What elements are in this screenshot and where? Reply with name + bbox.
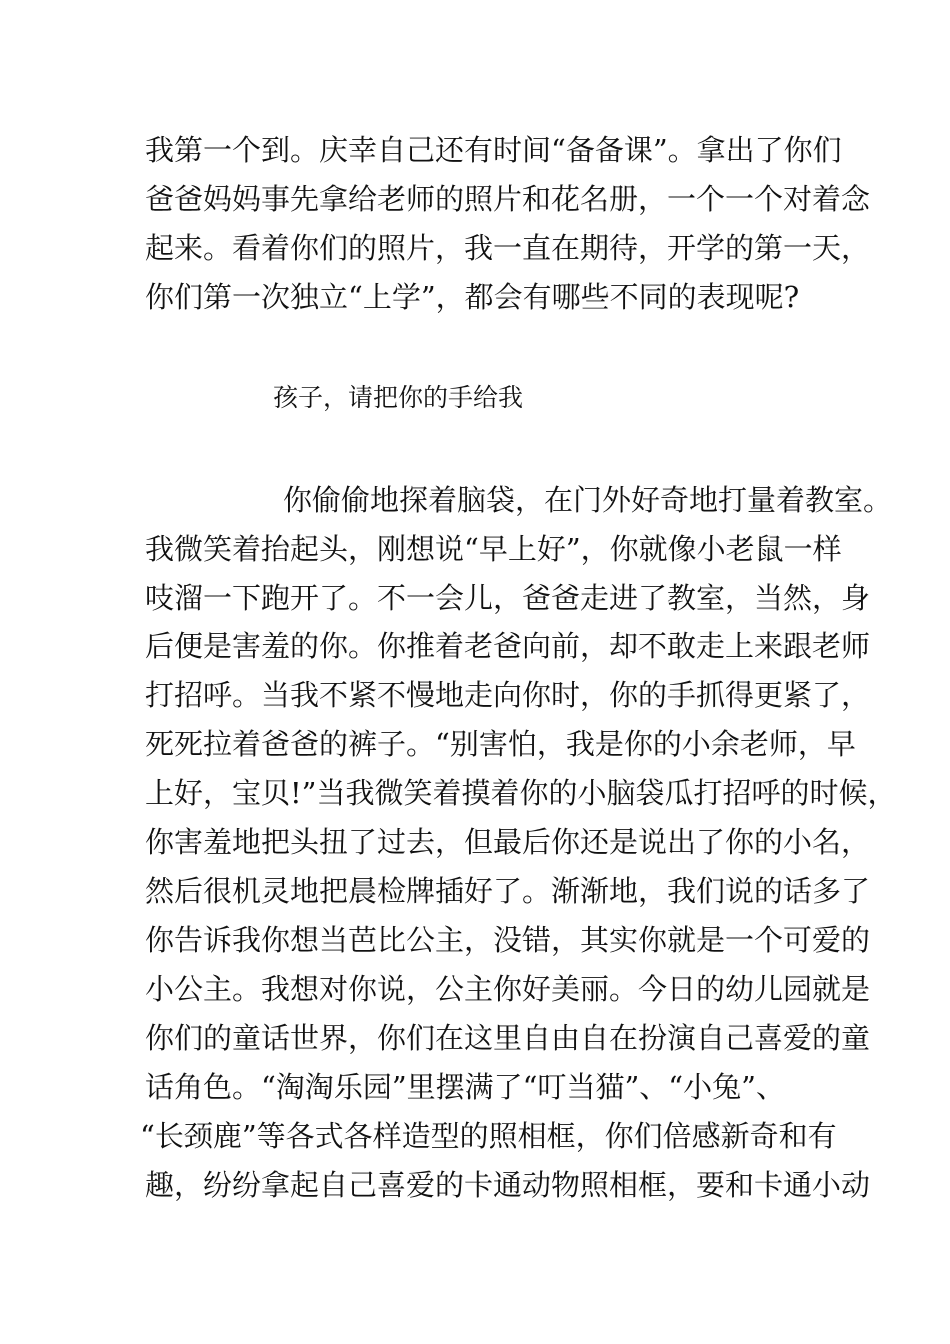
paragraph-line: 我微笑着抬起头，刚想说“早上好”，你就像小老鼠一样 [145,532,842,566]
paragraph-line: 你们第一次独立“上学”，都会有哪些不同的表现呢? [145,280,800,314]
paragraph-line: 小公主。我想对你说，公主你好美丽。今日的幼儿园就是 [145,972,871,1006]
paragraph-line: 后便是害羞的你。你推着老爸向前，却不敢走上来跟老师 [145,629,871,663]
paragraph-line: 上好，宝贝!”当我微笑着摸着你的小脑袋瓜打招呼的时候， [145,776,897,810]
paragraph-line: 你告诉我你想当芭比公主，没错，其实你就是一个可爱的 [145,923,871,957]
paragraph-line: 你偷偷地探着脑袋，在门外好奇地打量着教室。 [283,483,893,517]
paragraph-line: 你们的童话世界，你们在这里自由自在扮演自己喜爱的童 [145,1021,871,1055]
paragraph-line: “长颈鹿”等各式各样造型的照相框，你们倍感新奇和有 [140,1119,837,1153]
paragraph-line: 话角色。“淘淘乐园”里摆满了“叮当猫”、“小兔”、 [145,1070,785,1104]
section-title: 孩子，请把你的手给我 [273,383,524,412]
paragraph-line: 死死拉着爸爸的裤子。“别害怕，我是你的小余老师，早 [145,727,856,761]
paragraph-line: 打招呼。当我不紧不慢地走向你时，你的手抓得更紧了， [145,678,871,712]
paragraph-line: 起来。看着你们的照片，我一直在期待，开学的第一天， [145,231,871,265]
paragraph-line: 你害羞地把头扭了过去，但最后你还是说出了你的小名， [145,825,871,859]
paragraph-line: 然后很机灵地把晨检牌插好了。渐渐地，我们说的话多了 [145,874,871,908]
paragraph-line: 爸爸妈妈事先拿给老师的照片和花名册，一个一个对着念 [145,182,871,216]
paragraph-line: 吱溜一下跑开了。不一会儿，爸爸走进了教室，当然，身 [145,581,871,615]
paragraph-line: 趣，纷纷拿起自己喜爱的卡通动物照相框，要和卡通小动 [145,1168,871,1202]
paragraph-line: 我第一个到。庆幸自己还有时间“备备课”。拿出了你们 [145,133,842,167]
